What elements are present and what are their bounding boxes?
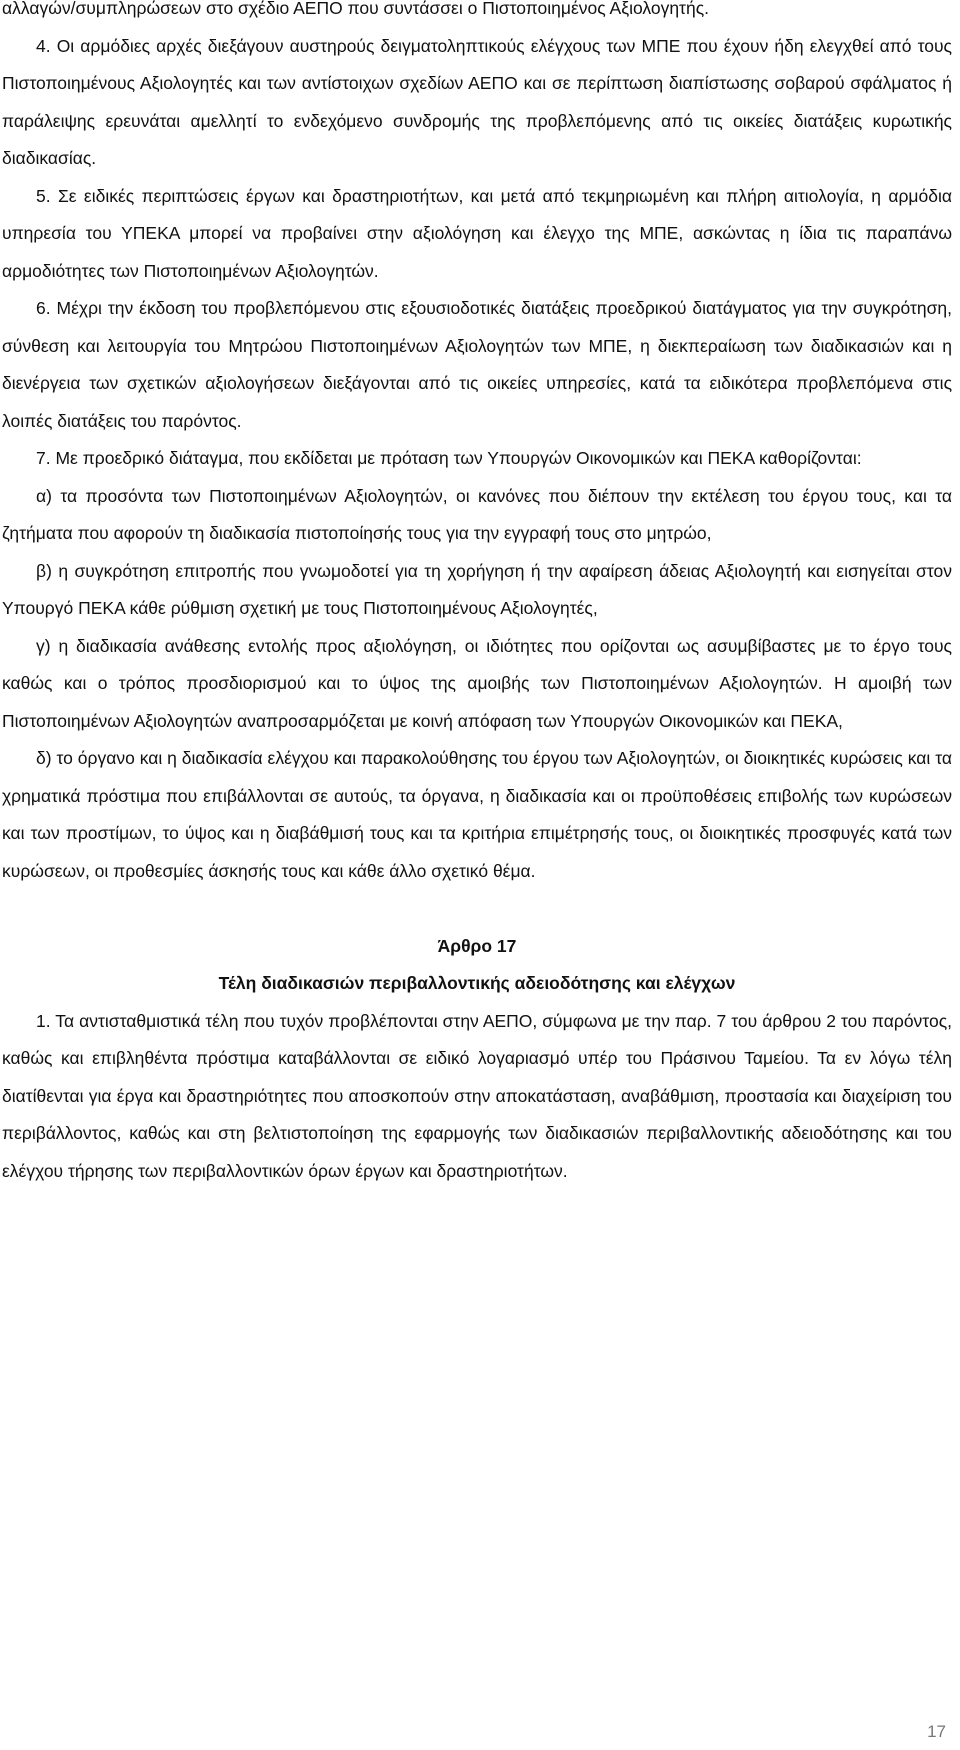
article-title: Τέλη διαδικασιών περιβαλλοντικής αδειοδότησης και ελέγχων (218, 973, 736, 993)
paragraph-4: 4. Οι αρμόδιες αρχές διεξάγουν αυστηρούς δειγματοληπτικούς ελέγχους των ΜΠΕ που έχουν ήδη ελεγχθεί από τους Πιστοποιημένους Αξιολογητές και των αντίστοιχων σχεδίων ΑΕΠΟ και σε περίπτωση διαπίστωσης σοβαρού σφάλματος ή παράλειψης ερευνάται αμελλητί το ενδεχόμενο συνδρομής της προβλεπόμενης από τις οικείες διατάξεις κυρωτικής διαδικασίας. (2, 35, 952, 168)
paragraph-7-item-c: γ) η διαδικασία ανάθεσης εντολής προς αξιολόγηση, οι ιδιότητες που ορίζονται ως ασυμβίβαστες με το έργο τους καθώς και ο τρόπος προσδιορισμού και το ύψος της αμοιβής των Πιστοποιημένων Αξιολογητών. Η αμοιβή των Πιστοποιημένων Αξιολογητών αναπροσαρμόζεται με κοινή απόφαση των Υπουργών Οικονομικών και ΠΕΚΑ, (2, 635, 952, 731)
paragraph-7-item-d: δ) το όργανο και η διαδικασία ελέγχου και παρακολούθησης του έργου των Αξιολογητών, οι διοικητικές κυρώσεις και τα χρηματικά πρόστιμα που επιβάλλονται σε αυτούς, τα όργανα, η διαδικασία και οι προϋποθέσεις επιβολής των κυρώσεων και των προστίμων, το ύψος και η διαβάθμισή τους και τα κριτήρια επιμέτρησής τους, οι διοικητικές προσφυγές κατά των κυρώσεων, οι προθεσμίες άσκησής τους και κάθε άλλο σχετικό θέμα. (2, 748, 952, 881)
document-body (2, 0, 952, 1190)
blank-line (2, 890, 952, 928)
article-paragraph-1: 1. Τα αντισταθμιστικά τέλη που τυχόν προβλέπονται στην ΑΕΠΟ, σύμφωνα με την παρ. 7 του άρθρου 2 του παρόντος, καθώς και επιβληθέντα πρόστιμα καταβάλλονται σε ειδικό λογαριασμό υπέρ του Πράσινου Ταμείου. Τα εν λόγω τέλη διατίθενται για έργα και δραστηριότητες που αποσκοπούν στην αποκατάσταση, αναβάθμιση, προστασία και διαχείριση του περιβάλλοντος, καθώς και στη βελτιστοποίηση της εφαρμογής των διαδικασιών περιβαλλοντικής αδειοδότησης και του ελέγχου τήρησης των περιβαλλοντικών όρων έργων και δραστηριοτήτων. (2, 1010, 952, 1181)
article-number: Άρθρο 17 (437, 935, 517, 956)
paragraph-7: 7. Με προεδρικό διάταγμα, που εκδίδεται με πρόταση των Υπουργών Οικονομικών και ΠΕΚΑ καθορίζονται: (36, 448, 862, 468)
paragraph-7-item-a: α) τα προσόντα των Πιστοποιημένων Αξιολογητών, οι κανόνες που διέπουν την εκτέλεση του έργου τους, και τα ζητήματα που αφορούν τη διαδικασία πιστοποίησής τους για την εγγραφή τους στο μητρώο, (2, 485, 952, 543)
paragraph-continuation: αλλαγών/συμπληρώσεων στο σχέδιο ΑΕΠΟ που συντάσσει ο Πιστοποιημένος Αξιολογητής. (2, 0, 709, 18)
page-number: 17 (927, 1722, 946, 1741)
paragraph-6: 6. Μέχρι την έκδοση του προβλεπόμενου στις εξουσιοδοτικές διατάξεις προεδρικού διατάγματος για την συγκρότηση, σύνθεση και λειτουργία του Μητρώου Πιστοποιημένων Αξιολογητών των ΜΠΕ, η διεκπεραίωση των διαδικασιών και η διενέργεια των σχετικών αξιολογήσεων διεξάγονται από τις οικείες υπηρεσίες, κατά τα ειδικότερα προβλεπόμενα στις λοιπές διατάξεις του παρόντος. (2, 298, 952, 431)
paragraph-7-item-b: β) η συγκρότηση επιτροπής που γνωμοδοτεί για τη χορήγηση ή την αφαίρεση άδειας Αξιολογητή και εισηγείται στον Υπουργό ΠΕΚΑ κάθε ρύθμιση σχετική με τους Πιστοποιημένους Αξιολογητές, (2, 560, 952, 618)
paragraph-5: 5. Σε ειδικές περιπτώσεις έργων και δραστηριοτήτων, και μετά από τεκμηριωμένη και πλήρη αιτιολογία, η αρμόδια υπηρεσία του ΥΠΕΚΑ μπορεί να προβαίνει στην αξιολόγηση και έλεγχο της ΜΠΕ, ασκώντας η ίδια τις παραπάνω αρμοδιότητες των Πιστοποιημένων Αξιολογητών. (2, 185, 952, 281)
